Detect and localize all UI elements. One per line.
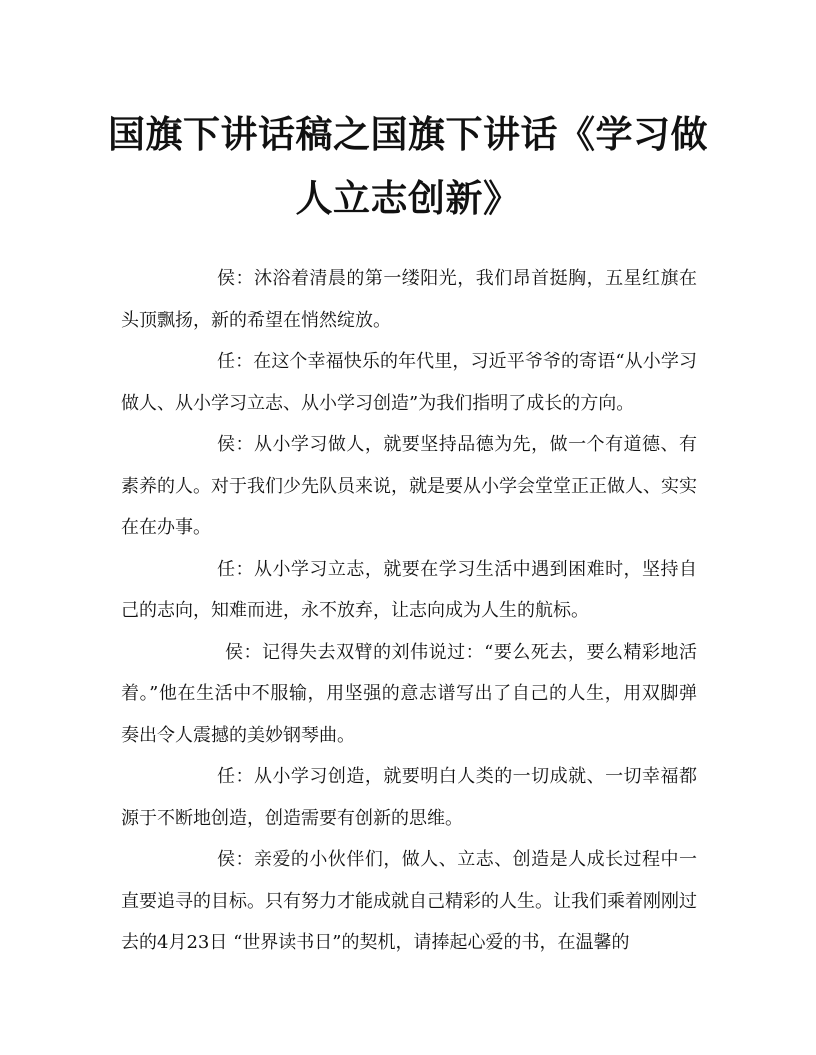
paragraph-2: 任：在这个幸福快乐的年代里，习近平爷爷的寄语“从小学习做人、从小学习立志、从小学习创造”为我们指明了成长的方向。 [121, 351, 697, 414]
paragraph-3: 侯：从小学习做人，就要坚持品德为先，做一个有道德、有素养的人。对于我们少先队员来说，就是要从小学会堂堂正正做人、实实在在办事。 [121, 434, 697, 538]
paragraph-7: 侯：亲爱的小伙伴们，做人、立志、创造是人成长过程中一直要追寻的目标。只有努力才能成就自己精彩的人生。让我们乘着刚刚过去的4月23日 “世界读书日”的契机，请捧起心爱的书，在温馨的 [121, 849, 697, 953]
document-body [121, 258, 697, 964]
document-title: 国旗下讲话稿之国旗下讲话《学习做人立志创新》 [108, 112, 708, 220]
paragraph-6: 任：从小学习创造，就要明白人类的一切成就、一切幸福都源于不断地创造，创造需要有创新的思维。 [121, 766, 697, 829]
paragraph-5: 侯：记得失去双臂的刘伟说过：“要么死去，要么精彩地活着。”他在生活中不服输，用坚强的意志谱写出了自己的人生，用双脚弹奏出令人震撼的美妙钢琴曲。 [121, 641, 697, 746]
paragraph-4: 任：从小学习立志，就要在学习生活中遇到困难时，坚持自己的志向，知难而进，永不放弃，让志向成为人生的航标。 [121, 558, 697, 621]
paragraph-1: 侯：沐浴着清晨的第一缕阳光，我们昂首挺胸，五星红旗在头顶飘扬，新的希望在悄然绽放。 [121, 268, 697, 331]
